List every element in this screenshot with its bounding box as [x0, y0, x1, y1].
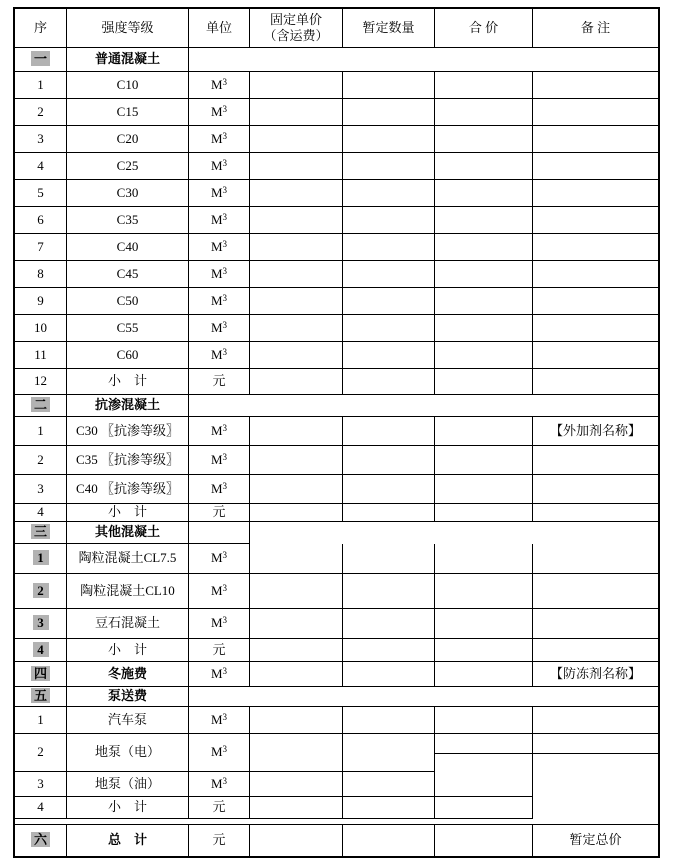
- table-row: [15, 153, 658, 180]
- quantity-cell: [343, 99, 435, 126]
- superscript: 3: [222, 451, 228, 462]
- remark-cell: [533, 754, 658, 825]
- seq-cell: 11: [15, 342, 67, 369]
- fixed-price-cell: [250, 417, 343, 446]
- total-price-cell: [435, 504, 533, 522]
- superscript: 3: [222, 130, 228, 141]
- fixed-price-cell: [250, 153, 343, 180]
- quantity-cell: [343, 662, 435, 687]
- quantity-cell: [343, 544, 435, 574]
- highlight-marker: 四: [31, 666, 50, 681]
- grade-cell: 陶粒混凝土CL7.5: [67, 544, 189, 574]
- total-price-cell: [435, 126, 533, 153]
- fixed-price-cell: [250, 261, 343, 288]
- unit-cell: $M^3$: [189, 99, 250, 126]
- superscript: 3: [222, 265, 228, 276]
- highlight-marker: 二: [31, 397, 50, 412]
- quantity-cell: [343, 609, 435, 639]
- seq-cell: 3: [15, 126, 67, 153]
- total-price-cell: [435, 754, 533, 797]
- unit-cell: 元: [189, 504, 250, 522]
- grade-cell: C35 〖抗渗等级〗: [67, 446, 189, 475]
- unit-cell: $M^3$: [189, 72, 250, 99]
- seq-cell: [15, 522, 67, 544]
- remark-cell: [533, 544, 658, 574]
- section-title-cell: 泵送费: [67, 687, 189, 707]
- seq-cell: 7: [15, 234, 67, 261]
- quantity-cell: [343, 72, 435, 99]
- remark-cell: [533, 342, 658, 369]
- col-header-qty: 暂定数量: [343, 9, 435, 48]
- total-price-cell: [435, 315, 533, 342]
- unit-cell: $M^3$: [189, 207, 250, 234]
- highlight-marker: 三: [31, 524, 50, 539]
- grade-cell: 汽车泵: [67, 707, 189, 734]
- table-row: [15, 48, 658, 72]
- fixed-price-cell: [250, 207, 343, 234]
- remark-cell: [533, 574, 658, 609]
- table-row: [15, 417, 658, 446]
- table-row: [15, 446, 658, 475]
- fixed-price-cell: [250, 707, 343, 734]
- fixed-price-cell: [250, 504, 343, 522]
- section-title-cell: 其他混凝土: [67, 522, 189, 544]
- unit-cell: $M^3$: [189, 342, 250, 369]
- total-price-cell: [435, 72, 533, 99]
- unit-cell: 元: [189, 797, 250, 819]
- superscript: 3: [222, 711, 228, 722]
- fixed-price-cell: [250, 609, 343, 639]
- total-price-cell: [435, 207, 533, 234]
- seq-cell: 5: [15, 180, 67, 207]
- remark-cell: [533, 504, 658, 522]
- total-price-cell: [435, 369, 533, 395]
- grade-cell: 地泵（油）: [67, 772, 189, 797]
- fixed-price-cell: [250, 662, 343, 687]
- table-row: [15, 475, 658, 504]
- table-row: [15, 687, 658, 707]
- table-row: [15, 99, 658, 126]
- total-price-cell: [435, 797, 533, 819]
- quantity-cell: [343, 446, 435, 475]
- superscript: 3: [222, 157, 228, 168]
- grade-cell: C30: [67, 180, 189, 207]
- fixed-price-cell: [250, 825, 343, 856]
- table-row: [15, 180, 658, 207]
- unit-cell: $M^3$: [189, 417, 250, 446]
- grade-cell: C30 〖抗渗等级〗: [67, 417, 189, 446]
- unit-cell: $M^3$: [189, 288, 250, 315]
- superscript: 3: [222, 211, 228, 222]
- unit-cell: $M^3$: [189, 153, 250, 180]
- quantity-cell: [343, 342, 435, 369]
- seq-cell: 4: [15, 504, 67, 522]
- superscript: 3: [222, 422, 228, 433]
- seq-cell: [15, 662, 67, 687]
- grade-cell: C35: [67, 207, 189, 234]
- table-row: [15, 342, 658, 369]
- superscript: 3: [222, 346, 228, 357]
- fixed-price-cell: [250, 315, 343, 342]
- unit-cell: $M^3$: [189, 180, 250, 207]
- section-title-cell: 普通混凝土: [67, 48, 189, 72]
- table-row: [15, 522, 658, 544]
- grade-cell: C60: [67, 342, 189, 369]
- remark-cell: [533, 180, 658, 207]
- remark-cell: [533, 639, 658, 662]
- total-price-cell: [435, 825, 533, 856]
- grade-cell: C50: [67, 288, 189, 315]
- merged-empty-cell: [189, 687, 658, 707]
- total-price-cell: [435, 417, 533, 446]
- unit-cell: $M^3$: [189, 574, 250, 609]
- seq-cell: 2: [15, 99, 67, 126]
- fixed-price-cell: [250, 446, 343, 475]
- grade-cell: C20: [67, 126, 189, 153]
- remark-cell: [533, 234, 658, 261]
- superscript: 3: [222, 76, 228, 87]
- quantity-cell: [343, 288, 435, 315]
- fixed-price-cell: [250, 99, 343, 126]
- total-price-cell: [435, 288, 533, 315]
- unit-cell: $M^3$: [189, 475, 250, 504]
- table-row: [15, 261, 658, 288]
- fixed-price-cell: [250, 369, 343, 395]
- unit-cell: $M^3$: [189, 234, 250, 261]
- remark-cell: [533, 126, 658, 153]
- table-row: [15, 734, 658, 754]
- table-row: [15, 395, 658, 417]
- seq-cell: 2: [15, 446, 67, 475]
- total-price-cell: [435, 153, 533, 180]
- quantity-cell: [343, 180, 435, 207]
- unit-cell: $M^3$: [189, 446, 250, 475]
- unit-cell: $M^3$: [189, 544, 250, 574]
- seq-cell: [15, 639, 67, 662]
- remark-cell: [533, 207, 658, 234]
- seq-cell: 10: [15, 315, 67, 342]
- total-price-cell: [435, 574, 533, 609]
- remark-cell: 暂定总价: [569, 832, 622, 848]
- total-price-cell: [435, 544, 533, 574]
- total-price-cell: [435, 609, 533, 639]
- unit-cell: $M^3$: [189, 734, 250, 772]
- total-price-cell: [435, 446, 533, 475]
- table-row: [15, 639, 658, 662]
- superscript: 3: [222, 615, 228, 626]
- col-header-fixed-price-line2: （含运费）: [263, 28, 329, 43]
- superscript: 3: [222, 238, 228, 249]
- merged-empty-cell: [189, 395, 658, 417]
- grade-cell: C40 〖抗渗等级〗: [67, 475, 189, 504]
- remark-cell: 【防冻剂名称】: [533, 662, 658, 687]
- col-header-fixed-price: [250, 9, 343, 48]
- superscript: 3: [222, 582, 228, 593]
- seq-cell: [15, 609, 67, 639]
- seq-cell: [15, 395, 67, 417]
- unit-cell: $M^3$: [189, 126, 250, 153]
- table-row: [15, 574, 658, 609]
- seq-cell: 3: [15, 475, 67, 504]
- header-row: [15, 9, 658, 48]
- quantity-cell: [343, 369, 435, 395]
- total-price-cell: [435, 342, 533, 369]
- fixed-price-cell: [250, 234, 343, 261]
- total-price-cell: [435, 734, 533, 754]
- seq-cell: 6: [15, 207, 67, 234]
- total-price-cell: [435, 99, 533, 126]
- concrete-price-table: [13, 7, 660, 858]
- grade-cell: C10: [67, 72, 189, 99]
- quantity-cell: [343, 797, 435, 819]
- seq-cell: 1: [15, 707, 67, 734]
- unit-cell: 元: [189, 825, 250, 856]
- grade-cell: C45: [67, 261, 189, 288]
- quantity-cell: [343, 417, 435, 446]
- col-header-unit: 单位: [189, 9, 250, 48]
- superscript: 3: [222, 292, 228, 303]
- grade-cell: 总 计: [67, 825, 189, 856]
- highlight-marker: 一: [31, 51, 50, 66]
- table-row: [15, 825, 658, 856]
- quantity-cell: [343, 707, 435, 734]
- unit-cell: $M^3$: [189, 609, 250, 639]
- unit-cell: 元: [189, 369, 250, 395]
- seq-cell: 1: [15, 72, 67, 99]
- quantity-cell: [343, 772, 435, 797]
- unit-cell: $M^3$: [189, 315, 250, 342]
- grade-cell: C25: [67, 153, 189, 180]
- seq-cell: 3: [15, 772, 67, 797]
- remark-cell: [533, 707, 658, 734]
- quantity-cell: [343, 825, 435, 856]
- seq-cell: [15, 825, 67, 856]
- merged-empty-cell: [250, 522, 658, 544]
- col-header-seq: 序: [15, 9, 67, 48]
- quantity-cell: [343, 126, 435, 153]
- grade-cell: C15: [67, 99, 189, 126]
- grade-cell: 小 计: [67, 369, 189, 395]
- grade-cell: C40: [67, 234, 189, 261]
- fixed-price-cell: [250, 544, 343, 574]
- unit-cell: $M^3$: [189, 707, 250, 734]
- total-price-cell: [435, 234, 533, 261]
- total-price-cell: [435, 475, 533, 504]
- superscript: 3: [222, 103, 228, 114]
- superscript: 3: [222, 319, 228, 330]
- grade-cell: 小 计: [67, 504, 189, 522]
- col-header-remark: 备 注: [533, 9, 658, 48]
- superscript: 3: [222, 184, 228, 195]
- remark-cell: [533, 288, 658, 315]
- grade-cell: 小 计: [67, 639, 189, 662]
- table-row: [15, 234, 658, 261]
- table-row: [15, 72, 658, 99]
- remark-cell: [533, 99, 658, 126]
- remark-cell: [533, 734, 658, 754]
- table-row: [15, 662, 658, 687]
- col-header-fixed-price-line1: 固定单价: [269, 12, 322, 27]
- total-price-cell: [435, 662, 533, 687]
- seq-cell: 4: [15, 797, 67, 819]
- merged-empty-cell: [189, 48, 658, 72]
- table-row: [15, 504, 658, 522]
- total-price-cell: [435, 261, 533, 288]
- section-title-cell: 抗渗混凝土: [67, 395, 189, 417]
- remark-cell: [533, 315, 658, 342]
- seq-cell: 4: [15, 153, 67, 180]
- quantity-cell: [343, 734, 435, 772]
- remark-cell: [533, 475, 658, 504]
- seq-cell: 2: [15, 734, 67, 772]
- grade-cell: 豆石混凝土: [67, 609, 189, 639]
- table-row: [15, 544, 658, 574]
- table-row: [15, 707, 658, 734]
- total-price-cell: [435, 639, 533, 662]
- table-row: [15, 369, 658, 395]
- seq-cell: 8: [15, 261, 67, 288]
- remark-cell: [533, 369, 658, 395]
- grade-cell: C55: [67, 315, 189, 342]
- fixed-price-cell: [250, 574, 343, 609]
- seq-cell: 1: [15, 417, 67, 446]
- quantity-cell: [343, 504, 435, 522]
- fixed-price-cell: [250, 180, 343, 207]
- total-price-cell: [435, 707, 533, 734]
- superscript: 3: [222, 550, 228, 561]
- table-row: [15, 609, 658, 639]
- grade-cell: 冬施费: [67, 662, 189, 687]
- fixed-price-cell: [250, 288, 343, 315]
- quantity-cell: [343, 315, 435, 342]
- seq-cell: [15, 687, 67, 707]
- highlight-marker: 六: [31, 832, 50, 847]
- unit-cell: $M^3$: [189, 662, 250, 687]
- seq-cell: [15, 574, 67, 609]
- quantity-cell: [343, 153, 435, 180]
- highlight-marker: 4: [33, 642, 49, 657]
- quantity-cell: [343, 475, 435, 504]
- table-row: [15, 126, 658, 153]
- unit-cell: [189, 522, 250, 544]
- fixed-price-cell: [250, 734, 343, 772]
- fixed-price-cell: [250, 475, 343, 504]
- col-header-grade: 强度等级: [67, 9, 189, 48]
- seq-cell: 12: [15, 369, 67, 395]
- highlight-marker: 3: [33, 615, 49, 630]
- superscript: 3: [222, 775, 228, 786]
- fixed-price-cell: [250, 772, 343, 797]
- remark-cell: 【外加剂名称】: [533, 417, 658, 446]
- fixed-price-cell: [250, 342, 343, 369]
- highlight-marker: 2: [33, 583, 49, 598]
- table-row: [15, 207, 658, 234]
- remark-cell: [533, 153, 658, 180]
- col-header-total: 合 价: [435, 9, 533, 48]
- highlight-marker: 1: [33, 550, 49, 565]
- unit-cell: $M^3$: [189, 261, 250, 288]
- fixed-price-cell: [250, 797, 343, 819]
- quantity-cell: [343, 207, 435, 234]
- quantity-cell: [343, 639, 435, 662]
- superscript: 3: [222, 744, 228, 755]
- remark-cell: [533, 446, 658, 475]
- highlight-marker: 五: [31, 688, 50, 703]
- unit-cell: 元: [189, 639, 250, 662]
- quantity-cell: [343, 574, 435, 609]
- table-row: [15, 288, 658, 315]
- grade-cell: 地泵（电）: [67, 734, 189, 772]
- grade-cell: 陶粒混凝土CL10: [67, 574, 189, 609]
- fixed-price-cell: [250, 639, 343, 662]
- fixed-price-cell: [250, 126, 343, 153]
- unit-cell: $M^3$: [189, 772, 250, 797]
- quantity-cell: [343, 234, 435, 261]
- fixed-price-cell: [250, 72, 343, 99]
- superscript: 3: [222, 480, 228, 491]
- remark-cell: [533, 609, 658, 639]
- remark-cell: [533, 261, 658, 288]
- grade-cell: 小 计: [67, 797, 189, 819]
- seq-cell: 9: [15, 288, 67, 315]
- table-row: [15, 315, 658, 342]
- superscript: 3: [222, 665, 228, 676]
- seq-cell: [15, 48, 67, 72]
- quantity-cell: [343, 261, 435, 288]
- seq-cell: [15, 544, 67, 574]
- remark-cell: [533, 72, 658, 99]
- total-price-cell: [435, 180, 533, 207]
